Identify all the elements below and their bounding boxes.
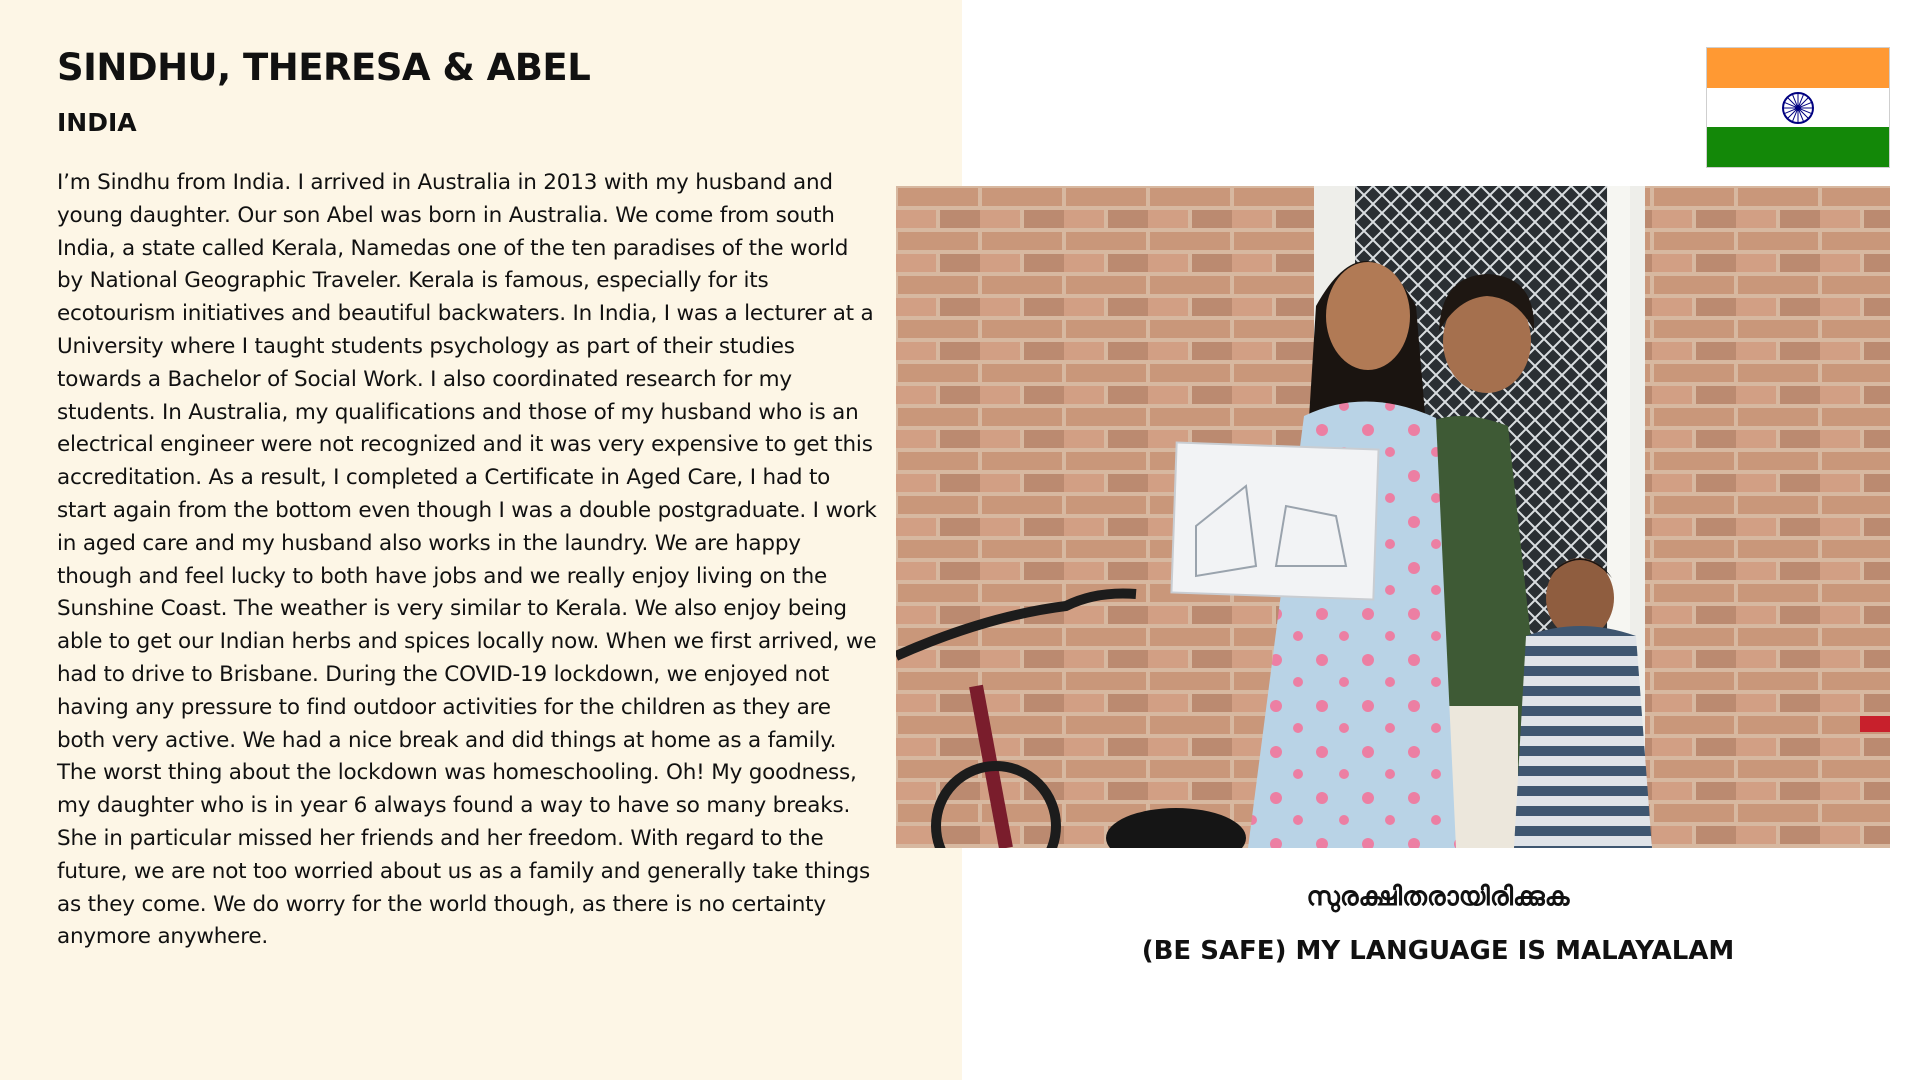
family-photo-image xyxy=(896,186,1890,848)
india-flag-icon xyxy=(1706,47,1890,168)
story-body xyxy=(57,167,877,954)
story-paragraph-1: I’m Sindhu from India. I arrived in Australia in 2013 with my husband and young daughter. Our son Abel was born in Australia. We come from south India, a state called Kerala, Namedas one of the ten paradises of the world by National Geographic Traveler. Kerala is famous, especially for its ecotourism initiatives and beautiful backwaters. In India, I was a lecturer at a University where I taught students psychology as part of their studies towards a Bachelor of Social Work. I also coordinated research for my students. In Australia, my qualifications and those of my husband who is an electrical engineer were not recognized and it was very expensive to get this accreditation. As a result, I completed a Certificate in Aged Care, I had to start again from the bottom even though I was a double postgraduate. I work in aged care and my husband also works in the laundry. We are happy though and feel lucky to both have jobs and we really enjoy living on the Sunshine Coast. The weather is very similar to Kerala. We also enjoy being able to get our Indian herbs and spices locally now. When we first arrived, we had to drive to Brisbane. During the COVID-19 lockdown, we enjoyed not having any pressure to find outdoor activities for the children as they are both very active. We had a nice break and did things at home as a family. xyxy=(57,170,877,753)
country-heading: INDIA xyxy=(57,108,137,137)
story-paragraph-2: The worst thing about the lockdown was homeschooling. Oh! My goodness, my daughter who is in year 6 always found a way to have so many breaks. She in particular missed her friends and her freedom. With regard to the future, we are not too worried about us as a family and generally take things as they come. We do worry for the world though, as there is no certainty anymore anywhere. xyxy=(57,760,871,950)
page-title: SINDHU, THERESA & ABEL xyxy=(57,46,591,89)
language-caption: (BE SAFE) MY LANGUAGE IS MALAYALAM xyxy=(1141,936,1735,966)
ashoka-chakra-icon xyxy=(1781,91,1815,125)
flag-saffron-band xyxy=(1707,48,1889,88)
flag-green-band xyxy=(1707,127,1889,167)
malayalam-caption: സുരക്ഷിതരായിരിക്കുക xyxy=(1306,882,1570,912)
